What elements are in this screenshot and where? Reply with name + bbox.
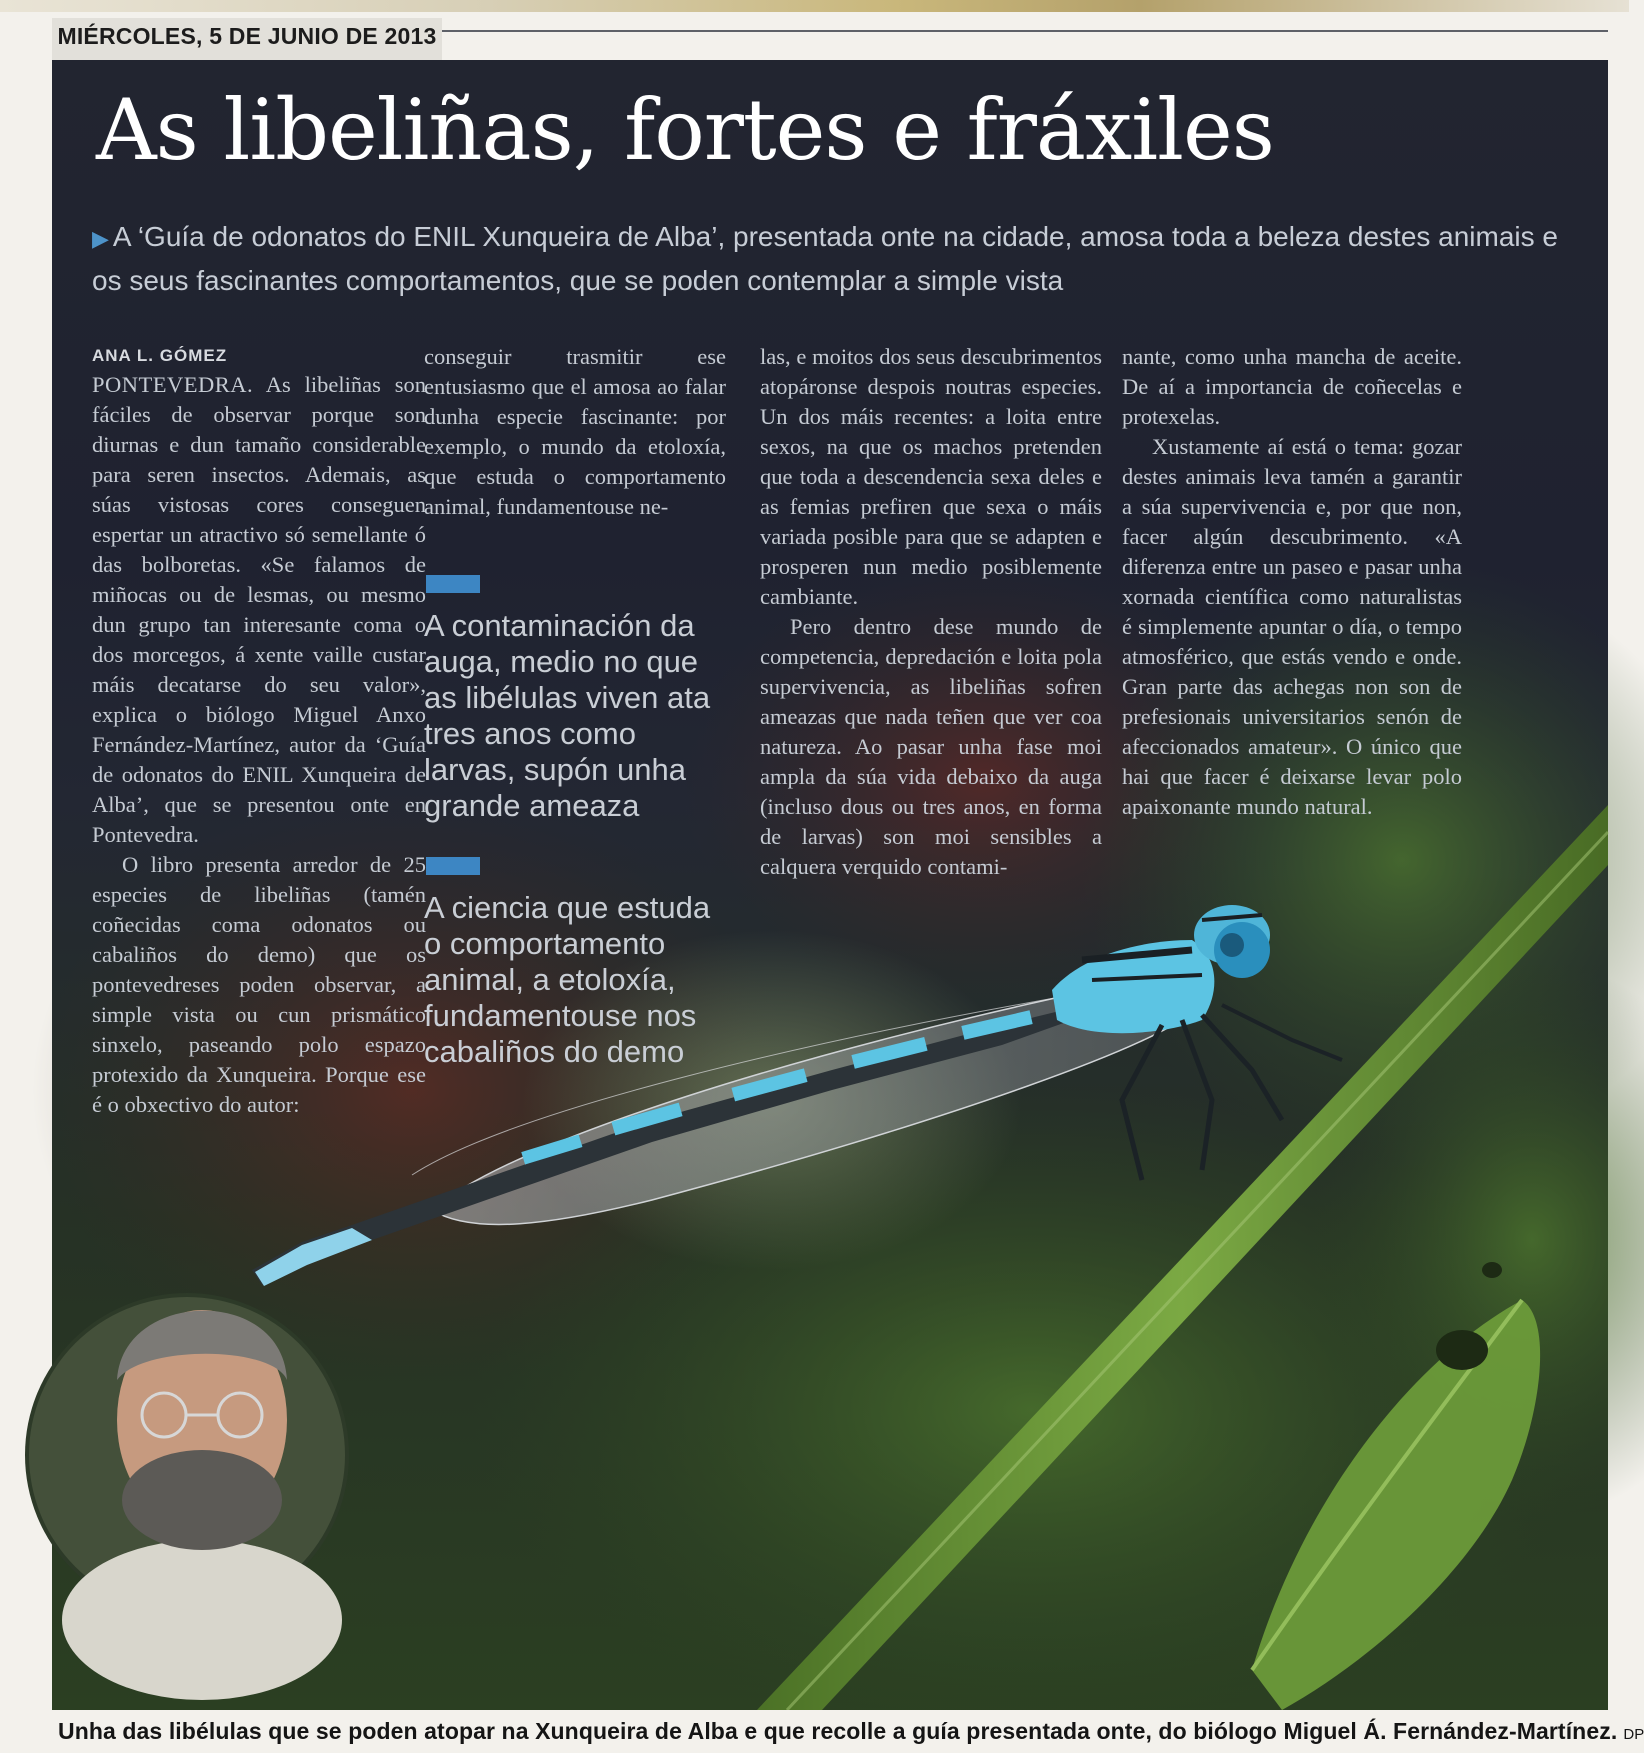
date-tab xyxy=(52,18,442,63)
column-2-paragraph-1: conseguir trasmitir ese entusiasmo que el amosa ao falar dunha especie fascinante: por exemplo, o mundo da etoloxía, que estuda o comportamento animal, fundamentouse ne- xyxy=(424,344,726,519)
caption-text: Unha das libélulas que se poden atopar na Xunqueira de Alba e que recolle a guía presentada onte, do biólogo Miguel Á. Fernández-Martínez. xyxy=(58,1718,1618,1744)
author-portrait xyxy=(25,1293,349,1700)
column-4-paragraph-1: nante, como unha mancha de aceite. De aí a importancia de coñecelas e protexelas. xyxy=(1122,344,1462,429)
column-4-paragraph-2: Xustamente aí está o tema: gozar destes animais leva tamén a garantir a súa supervivencia e, por que non, facer algún descubrimento. «A diferenza entre un paseo e pasar unha xornada científica como naturalistas é simplemente apuntar o día, o tempo atmosférico, que estás vendo e onde. Gran parte das achegas non son de prefesionais universitarios senón de afeccionados amateur». O único que hai que facer é deixarse levar polo apaixonante mundo natural. xyxy=(1122,434,1462,819)
photo-caption xyxy=(58,1718,1644,1745)
dateline-place: PONTEVEDRA. xyxy=(92,372,254,397)
pullquote-1: A contaminación da auga, medio no que as libélulas viven ata tres anos como larvas, supón unha grande ameaza xyxy=(424,608,711,823)
column-1 xyxy=(92,370,426,1120)
column-4 xyxy=(1122,342,1462,822)
column-1-paragraph-2: O libro presenta arredor de 25 especies de libeliñas (tamén coñecidas coma odonatos ou cabaliños do demo) que os pontevedreses poden observar, a simple vista ou cun prismático sinxelo, paseando polo espazo protexido da Xunqueira. Porque ese é o obxectivo do autor: xyxy=(92,852,426,1117)
issue-date: MIÉRCOLES, 5 DE JUNIO DE 2013 xyxy=(57,23,437,49)
top-color-strip xyxy=(0,0,1629,12)
column-3-paragraph-1: las, e moitos dos seus descubrimentos atopáronse despois noutras especies. Un dos máis recentes: a loita entre sexos, na que os machos pretenden que toda a descendencia sexa deles e as femias prefiren que sexa o máis variada posible para que se adapten e prosperen nun medio posiblemente cambiante. xyxy=(760,344,1102,609)
subheadline-text: A ‘Guía de odonatos do ENIL Xunqueira de Alba’, presentada onte na cidade, amosa toda a beleza destes animais e os seus fascinantes comportamentos, que se poden contemplar a simple vista xyxy=(92,221,1558,296)
photo-caption-bar xyxy=(52,1710,1644,1753)
column-3 xyxy=(760,342,1102,882)
subheadline xyxy=(92,216,1572,302)
column-3-paragraph-2: Pero dentro dese mundo de competencia, depredación e loita pola supervivencia, as libeliñas sofren ameazas que nada teñen que ver coa natureza. Ao pasar unha fase moi ampla da súa vida debaixo da auga (incluso dous ou tres anos, en forma de larvas) son moi sensibles a calquera verquido contami- xyxy=(760,614,1102,879)
byline: ANA L. GÓMEZ xyxy=(92,346,228,365)
photo-credit: DP xyxy=(1623,1726,1644,1743)
column-1-paragraph-1 xyxy=(92,370,426,850)
pullquote-2: A ciencia que estuda o comportamento animal, a etoloxía, fundamentouse nos cabaliños do demo xyxy=(424,890,711,1069)
pullquote-2-marker xyxy=(426,857,480,875)
column-1-paragraph-1-text: As libeliñas son fáciles de observar porque son diurnas e dun tamaño considerable para seren insectos. Ademais, as súas vistosas cores conseguen espertar un atractivo só semellante ó das bolboretas. «Se falamos de miñocas ou de lesmas, ou mesmo dun grupo tan interesante coma o dos morcegos, á xente vaille custar máis decatarse do seu valor», explica o biólogo Miguel Anxo Fernández-Martínez, autor da ‘Guía de odonatos do ENIL Xunqueira de Alba’, que se presentou onte en Pontevedra. xyxy=(92,372,427,847)
article-panel xyxy=(52,60,1608,1710)
header-rule xyxy=(442,30,1608,32)
pullquote-1-marker xyxy=(426,575,480,593)
column-2 xyxy=(424,342,726,522)
triangle-bullet-icon: ▶ xyxy=(92,226,109,251)
headline: As libeliñas, fortes e fráxiles xyxy=(96,81,1274,179)
